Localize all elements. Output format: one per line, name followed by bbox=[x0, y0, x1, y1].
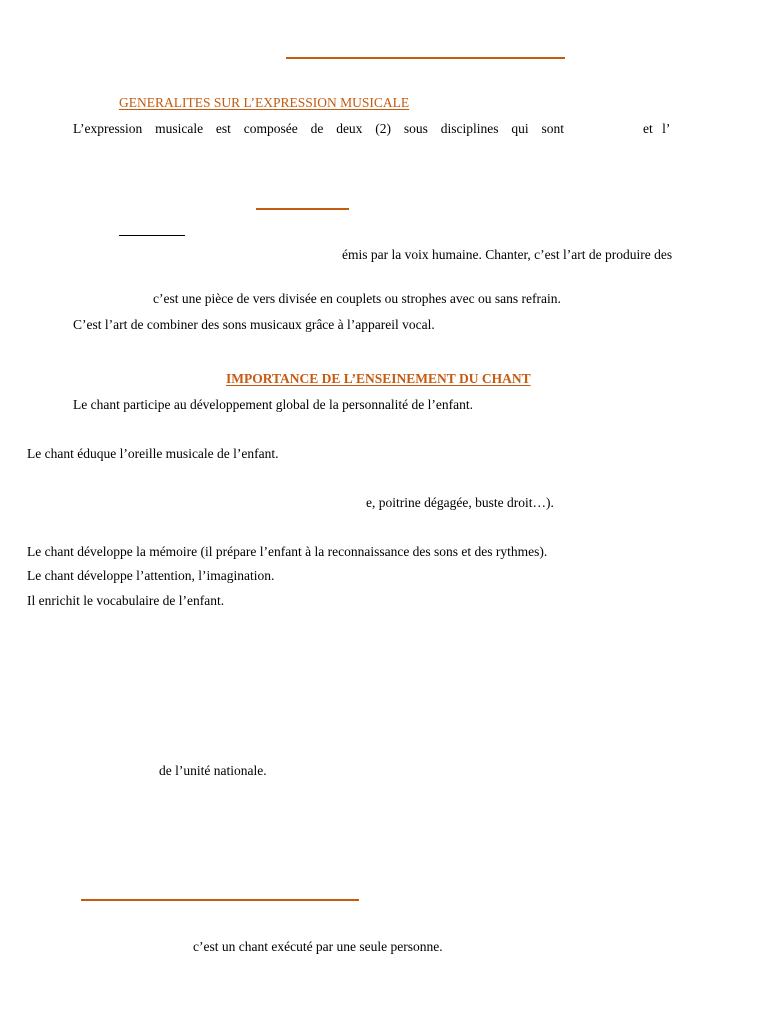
intro-word: musicale bbox=[155, 121, 204, 136]
intro-word: (2) bbox=[375, 121, 392, 136]
intro-word: composée bbox=[243, 121, 298, 136]
solo-definition-line: c’est un chant exécuté par une seule personne. bbox=[193, 939, 443, 954]
definition-song-line: c’est une pièce de vers divisée en couplets ou strophes avec ou sans refrain. bbox=[153, 291, 561, 306]
top-title-rule bbox=[286, 57, 565, 59]
intro-word: de bbox=[310, 121, 324, 136]
definition-voice-line: émis par la voix humaine. Chanter, c’est l’art de produire des bbox=[342, 247, 673, 262]
intro-word: est bbox=[215, 121, 231, 136]
intro-word: sont bbox=[541, 121, 564, 136]
intro-paragraph-tail: et l’ bbox=[643, 121, 671, 136]
importance-item: e, poitrine dégagée, buste droit…). bbox=[366, 495, 554, 510]
intro-paragraph-line bbox=[73, 122, 564, 136]
importance-item: Le chant développe la mémoire (il prépare l’enfant à la reconnaissance des sons et des rythmes). bbox=[27, 544, 548, 559]
intro-word: L’expression bbox=[73, 121, 143, 136]
importance-item: Il enrichit le vocabulaire de l’enfant. bbox=[27, 593, 225, 608]
importance-item: de l’unité nationale. bbox=[159, 763, 267, 778]
section-heading-generalites: GENERALITES SUR L’EXPRESSION MUSICALE bbox=[119, 95, 410, 110]
definition-art-line: C’est l’art de combiner des sons musicaux grâce à l’appareil vocal. bbox=[73, 317, 435, 332]
section3-heading-rule bbox=[81, 899, 359, 901]
intro-word: disciplines bbox=[440, 121, 499, 136]
intro-word: qui bbox=[511, 121, 529, 136]
importance-item: Le chant participe au développement global de la personnalité de l’enfant. bbox=[73, 397, 473, 412]
importance-item: Le chant éduque l’oreille musicale de l’enfant. bbox=[27, 446, 279, 461]
importance-item: Le chant développe l’attention, l’imagination. bbox=[27, 568, 275, 583]
intro-word: sous bbox=[403, 121, 428, 136]
term-underline bbox=[119, 235, 185, 236]
section-heading-importance: IMPORTANCE DE L’ENSEINEMENT DU CHANT bbox=[226, 371, 531, 386]
intro-word: deux bbox=[336, 121, 363, 136]
subheading-rule bbox=[256, 208, 349, 210]
